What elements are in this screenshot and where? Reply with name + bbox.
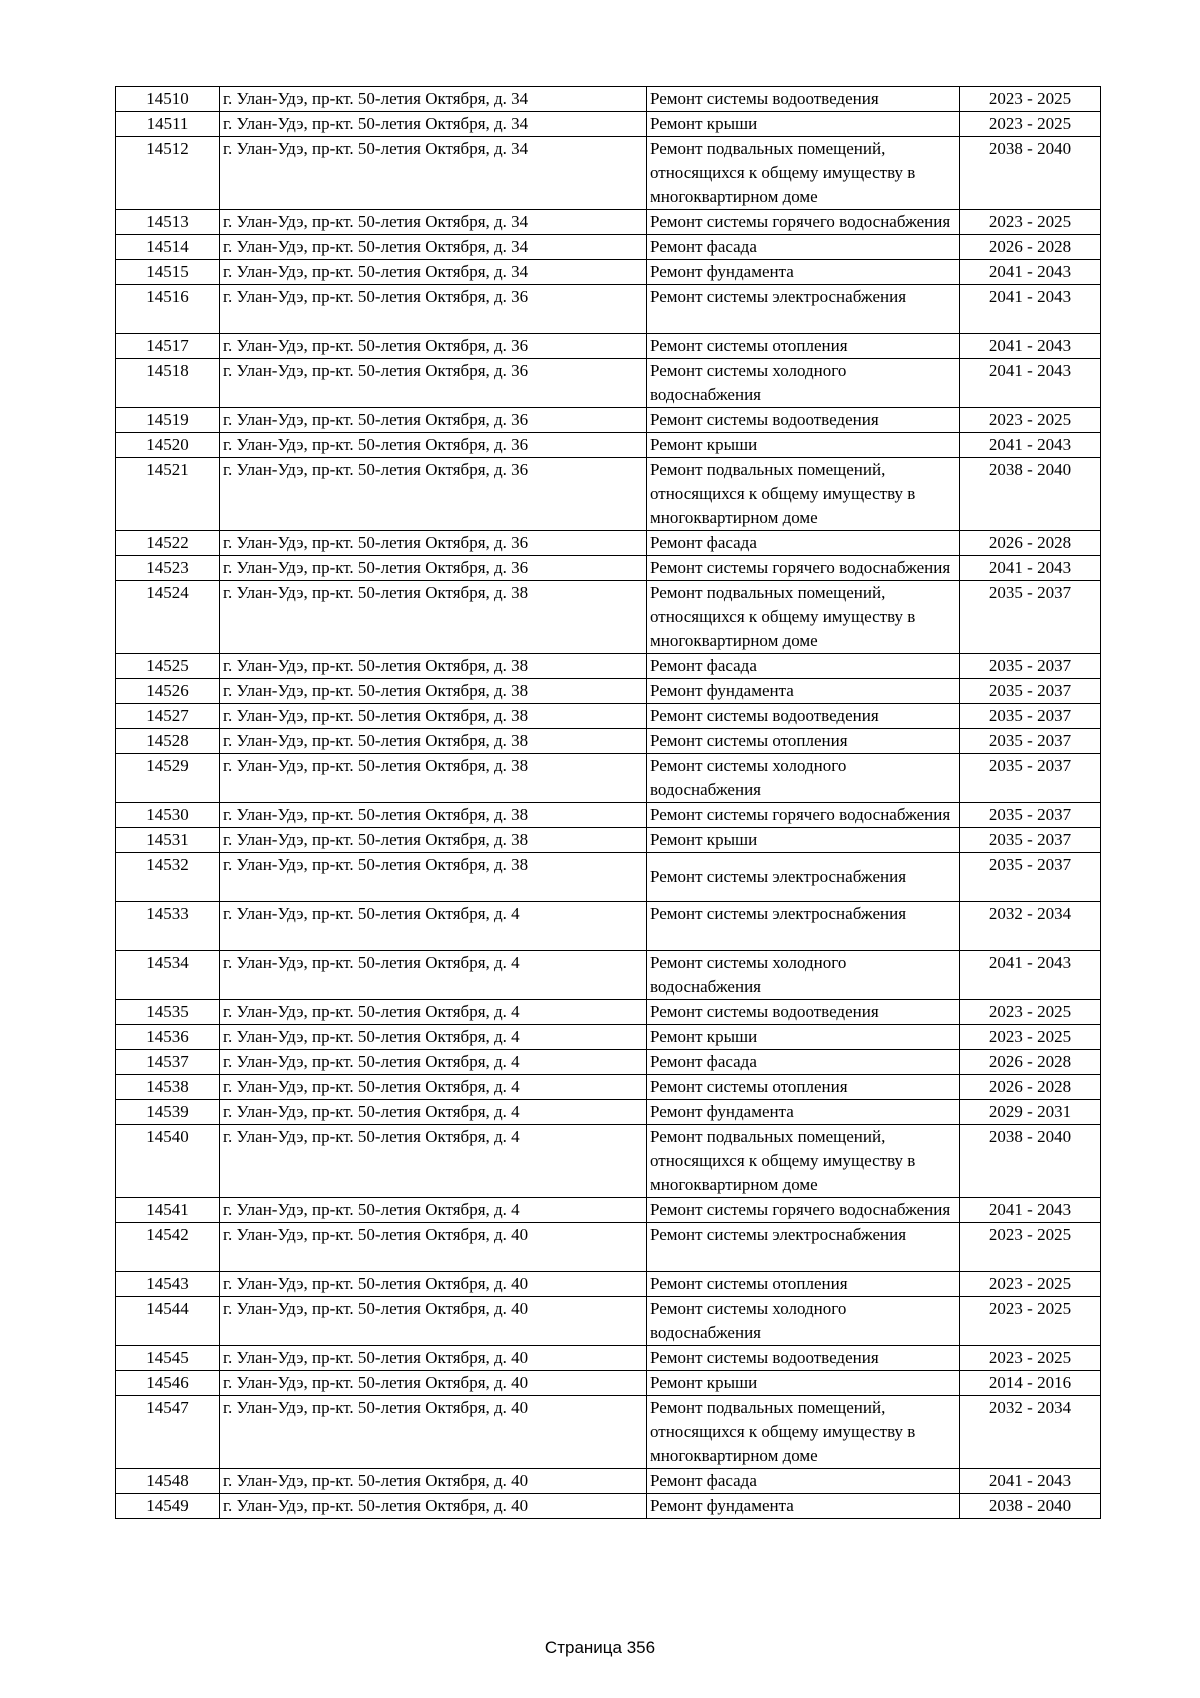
work-type-cell: Ремонт системы холодного водоснабжения bbox=[647, 754, 960, 803]
row-number-cell: 14511 bbox=[116, 112, 220, 137]
work-type-cell: Ремонт подвальных помещений, относящихся к общему имуществу в многоквартирном доме bbox=[647, 458, 960, 531]
address-cell: г. Улан-Удэ, пр-кт. 50-летия Октября, д. 40 bbox=[220, 1272, 647, 1297]
work-type-cell: Ремонт крыши bbox=[647, 828, 960, 853]
table-row bbox=[116, 1396, 1101, 1469]
address-cell: г. Улан-Удэ, пр-кт. 50-летия Октября, д. 4 bbox=[220, 1100, 647, 1125]
address-cell: г. Улан-Удэ, пр-кт. 50-летия Октября, д. 38 bbox=[220, 729, 647, 754]
table-row bbox=[116, 1371, 1101, 1396]
row-number-cell: 14530 bbox=[116, 803, 220, 828]
address-cell: г. Улан-Удэ, пр-кт. 50-летия Октября, д. 40 bbox=[220, 1396, 647, 1469]
address-cell: г. Улан-Удэ, пр-кт. 50-летия Октября, д. 34 bbox=[220, 87, 647, 112]
work-type-cell: Ремонт системы горячего водоснабжения bbox=[647, 803, 960, 828]
address-cell: г. Улан-Удэ, пр-кт. 50-летия Октября, д. 4 bbox=[220, 1000, 647, 1025]
row-number-cell: 14526 bbox=[116, 679, 220, 704]
address-cell: г. Улан-Удэ, пр-кт. 50-летия Октября, д. 38 bbox=[220, 679, 647, 704]
table-row bbox=[116, 754, 1101, 803]
page-number: Страница 356 bbox=[544, 1638, 656, 1657]
row-number-cell: 14515 bbox=[116, 260, 220, 285]
table-row bbox=[116, 112, 1101, 137]
row-number-cell: 14547 bbox=[116, 1396, 220, 1469]
period-cell: 2023 - 2025 bbox=[960, 1025, 1101, 1050]
row-number-cell: 14540 bbox=[116, 1125, 220, 1198]
address-cell: г. Улан-Удэ, пр-кт. 50-летия Октября, д. 4 bbox=[220, 951, 647, 1000]
period-cell: 2035 - 2037 bbox=[960, 729, 1101, 754]
work-type-cell: Ремонт подвальных помещений, относящихся к общему имуществу в многоквартирном доме bbox=[647, 1125, 960, 1198]
period-cell: 2041 - 2043 bbox=[960, 260, 1101, 285]
address-cell: г. Улан-Удэ, пр-кт. 50-летия Октября, д. 36 bbox=[220, 359, 647, 408]
period-cell: 2035 - 2037 bbox=[960, 581, 1101, 654]
row-number-cell: 14523 bbox=[116, 556, 220, 581]
table-row bbox=[116, 1272, 1101, 1297]
period-cell: 2035 - 2037 bbox=[960, 853, 1101, 902]
address-cell: г. Улан-Удэ, пр-кт. 50-летия Октября, д. 36 bbox=[220, 531, 647, 556]
row-number-cell: 14527 bbox=[116, 704, 220, 729]
work-type-cell: Ремонт фундамента bbox=[647, 260, 960, 285]
period-cell: 2029 - 2031 bbox=[960, 1100, 1101, 1125]
work-type-cell: Ремонт системы холодного водоснабжения bbox=[647, 359, 960, 408]
address-cell: г. Улан-Удэ, пр-кт. 50-летия Октября, д. 34 bbox=[220, 210, 647, 235]
table-row bbox=[116, 1050, 1101, 1075]
period-cell: 2041 - 2043 bbox=[960, 951, 1101, 1000]
work-type-cell: Ремонт системы электроснабжения bbox=[647, 902, 960, 951]
address-cell: г. Улан-Удэ, пр-кт. 50-летия Октября, д. 4 bbox=[220, 1050, 647, 1075]
work-type-cell: Ремонт системы отопления bbox=[647, 1075, 960, 1100]
address-cell: г. Улан-Удэ, пр-кт. 50-летия Октября, д. 38 bbox=[220, 581, 647, 654]
address-cell: г. Улан-Удэ, пр-кт. 50-летия Октября, д. 36 bbox=[220, 408, 647, 433]
table-row bbox=[116, 902, 1101, 951]
row-number-cell: 14512 bbox=[116, 137, 220, 210]
address-cell: г. Улан-Удэ, пр-кт. 50-летия Октября, д. 40 bbox=[220, 1223, 647, 1272]
table-row bbox=[116, 458, 1101, 531]
period-cell: 2038 - 2040 bbox=[960, 1125, 1101, 1198]
period-cell: 2023 - 2025 bbox=[960, 1223, 1101, 1272]
period-cell: 2035 - 2037 bbox=[960, 754, 1101, 803]
address-cell: г. Улан-Удэ, пр-кт. 50-летия Октября, д. 40 bbox=[220, 1297, 647, 1346]
address-cell: г. Улан-Удэ, пр-кт. 50-летия Октября, д. 38 bbox=[220, 704, 647, 729]
address-cell: г. Улан-Удэ, пр-кт. 50-летия Октября, д. 40 bbox=[220, 1371, 647, 1396]
row-number-cell: 14537 bbox=[116, 1050, 220, 1075]
period-cell: 2038 - 2040 bbox=[960, 1494, 1101, 1519]
table-row bbox=[116, 828, 1101, 853]
address-cell: г. Улан-Удэ, пр-кт. 50-летия Октября, д. 36 bbox=[220, 334, 647, 359]
period-cell: 2041 - 2043 bbox=[960, 1198, 1101, 1223]
row-number-cell: 14539 bbox=[116, 1100, 220, 1125]
address-cell: г. Улан-Удэ, пр-кт. 50-летия Октября, д. 36 bbox=[220, 433, 647, 458]
work-type-cell: Ремонт системы холодного водоснабжения bbox=[647, 951, 960, 1000]
work-type-cell: Ремонт системы водоотведения bbox=[647, 1346, 960, 1371]
address-cell: г. Улан-Удэ, пр-кт. 50-летия Октября, д. 38 bbox=[220, 853, 647, 902]
address-cell: г. Улан-Удэ, пр-кт. 50-летия Октября, д. 4 bbox=[220, 1125, 647, 1198]
row-number-cell: 14536 bbox=[116, 1025, 220, 1050]
row-number-cell: 14510 bbox=[116, 87, 220, 112]
work-type-cell: Ремонт системы отопления bbox=[647, 334, 960, 359]
period-cell: 2023 - 2025 bbox=[960, 1000, 1101, 1025]
table-row bbox=[116, 1297, 1101, 1346]
row-number-cell: 14525 bbox=[116, 654, 220, 679]
period-cell: 2023 - 2025 bbox=[960, 112, 1101, 137]
table-row bbox=[116, 137, 1101, 210]
table-row bbox=[116, 260, 1101, 285]
address-cell: г. Улан-Удэ, пр-кт. 50-летия Октября, д. 36 bbox=[220, 285, 647, 334]
row-number-cell: 14546 bbox=[116, 1371, 220, 1396]
work-type-cell: Ремонт системы водоотведения bbox=[647, 408, 960, 433]
table-row bbox=[116, 803, 1101, 828]
period-cell: 2023 - 2025 bbox=[960, 408, 1101, 433]
row-number-cell: 14529 bbox=[116, 754, 220, 803]
row-number-cell: 14535 bbox=[116, 1000, 220, 1025]
work-type-cell: Ремонт подвальных помещений, относящихся к общему имуществу в многоквартирном доме bbox=[647, 137, 960, 210]
work-type-cell: Ремонт системы горячего водоснабжения bbox=[647, 556, 960, 581]
work-type-cell: Ремонт системы электроснабжения bbox=[647, 853, 960, 902]
period-cell: 2041 - 2043 bbox=[960, 359, 1101, 408]
work-type-cell: Ремонт системы электроснабжения bbox=[647, 1223, 960, 1272]
address-cell: г. Улан-Удэ, пр-кт. 50-летия Октября, д. 34 bbox=[220, 260, 647, 285]
work-type-cell: Ремонт системы отопления bbox=[647, 729, 960, 754]
period-cell: 2032 - 2034 bbox=[960, 902, 1101, 951]
work-type-cell: Ремонт системы водоотведения bbox=[647, 1000, 960, 1025]
period-cell: 2041 - 2043 bbox=[960, 1469, 1101, 1494]
address-cell: г. Улан-Удэ, пр-кт. 50-летия Октября, д. 4 bbox=[220, 1198, 647, 1223]
row-number-cell: 14534 bbox=[116, 951, 220, 1000]
table-row bbox=[116, 531, 1101, 556]
table-row bbox=[116, 1025, 1101, 1050]
work-type-cell: Ремонт системы горячего водоснабжения bbox=[647, 210, 960, 235]
table-row bbox=[116, 679, 1101, 704]
table-row bbox=[116, 285, 1101, 334]
address-cell: г. Улан-Удэ, пр-кт. 50-летия Октября, д. 38 bbox=[220, 828, 647, 853]
address-cell: г. Улан-Удэ, пр-кт. 50-летия Октября, д. 34 bbox=[220, 235, 647, 260]
table-body bbox=[116, 87, 1101, 1519]
table-row bbox=[116, 359, 1101, 408]
table-row bbox=[116, 1125, 1101, 1198]
row-number-cell: 14533 bbox=[116, 902, 220, 951]
table-row bbox=[116, 729, 1101, 754]
table-row bbox=[116, 581, 1101, 654]
row-number-cell: 14521 bbox=[116, 458, 220, 531]
work-type-cell: Ремонт системы водоотведения bbox=[647, 87, 960, 112]
address-cell: г. Улан-Удэ, пр-кт. 50-летия Октября, д. 38 bbox=[220, 754, 647, 803]
work-type-cell: Ремонт системы водоотведения bbox=[647, 704, 960, 729]
work-type-cell: Ремонт крыши bbox=[647, 433, 960, 458]
address-cell: г. Улан-Удэ, пр-кт. 50-летия Октября, д. 34 bbox=[220, 112, 647, 137]
period-cell: 2035 - 2037 bbox=[960, 679, 1101, 704]
row-number-cell: 14531 bbox=[116, 828, 220, 853]
work-type-cell: Ремонт системы холодного водоснабжения bbox=[647, 1297, 960, 1346]
row-number-cell: 14532 bbox=[116, 853, 220, 902]
row-number-cell: 14516 bbox=[116, 285, 220, 334]
table-row bbox=[116, 334, 1101, 359]
period-cell: 2035 - 2037 bbox=[960, 828, 1101, 853]
period-cell: 2023 - 2025 bbox=[960, 1297, 1101, 1346]
period-cell: 2038 - 2040 bbox=[960, 137, 1101, 210]
row-number-cell: 14544 bbox=[116, 1297, 220, 1346]
address-cell: г. Улан-Удэ, пр-кт. 50-летия Октября, д. 4 bbox=[220, 1075, 647, 1100]
work-type-cell: Ремонт фасада bbox=[647, 654, 960, 679]
repair-schedule-table bbox=[115, 86, 1101, 1519]
work-type-cell: Ремонт системы отопления bbox=[647, 1272, 960, 1297]
table-row bbox=[116, 556, 1101, 581]
work-type-cell: Ремонт фундамента bbox=[647, 679, 960, 704]
table-row bbox=[116, 853, 1101, 902]
period-cell: 2041 - 2043 bbox=[960, 433, 1101, 458]
table-row bbox=[116, 1100, 1101, 1125]
row-number-cell: 14542 bbox=[116, 1223, 220, 1272]
period-cell: 2023 - 2025 bbox=[960, 210, 1101, 235]
address-cell: г. Улан-Удэ, пр-кт. 50-летия Октября, д. 40 bbox=[220, 1494, 647, 1519]
table-row bbox=[116, 1223, 1101, 1272]
period-cell: 2014 - 2016 bbox=[960, 1371, 1101, 1396]
row-number-cell: 14538 bbox=[116, 1075, 220, 1100]
work-type-cell: Ремонт фасада bbox=[647, 531, 960, 556]
period-cell: 2038 - 2040 bbox=[960, 458, 1101, 531]
row-number-cell: 14517 bbox=[116, 334, 220, 359]
address-cell: г. Улан-Удэ, пр-кт. 50-летия Октября, д. 40 bbox=[220, 1346, 647, 1371]
period-cell: 2026 - 2028 bbox=[960, 1050, 1101, 1075]
period-cell: 2026 - 2028 bbox=[960, 1075, 1101, 1100]
address-cell: г. Улан-Удэ, пр-кт. 50-летия Октября, д. 36 bbox=[220, 458, 647, 531]
work-type-cell: Ремонт крыши bbox=[647, 1371, 960, 1396]
work-type-cell: Ремонт фасада bbox=[647, 1469, 960, 1494]
period-cell: 2023 - 2025 bbox=[960, 87, 1101, 112]
table-row bbox=[116, 1198, 1101, 1223]
period-cell: 2023 - 2025 bbox=[960, 1346, 1101, 1371]
work-type-cell: Ремонт фундамента bbox=[647, 1494, 960, 1519]
period-cell: 2041 - 2043 bbox=[960, 556, 1101, 581]
row-number-cell: 14548 bbox=[116, 1469, 220, 1494]
table-row bbox=[116, 951, 1101, 1000]
work-type-cell: Ремонт системы горячего водоснабжения bbox=[647, 1198, 960, 1223]
row-number-cell: 14543 bbox=[116, 1272, 220, 1297]
period-cell: 2026 - 2028 bbox=[960, 531, 1101, 556]
row-number-cell: 14524 bbox=[116, 581, 220, 654]
table-row bbox=[116, 704, 1101, 729]
work-type-cell: Ремонт подвальных помещений, относящихся к общему имуществу в многоквартирном доме bbox=[647, 581, 960, 654]
row-number-cell: 14549 bbox=[116, 1494, 220, 1519]
table-row bbox=[116, 1469, 1101, 1494]
work-type-cell: Ремонт системы электроснабжения bbox=[647, 285, 960, 334]
row-number-cell: 14518 bbox=[116, 359, 220, 408]
row-number-cell: 14514 bbox=[116, 235, 220, 260]
period-cell: 2041 - 2043 bbox=[960, 285, 1101, 334]
work-type-cell: Ремонт подвальных помещений, относящихся к общему имуществу в многоквартирном доме bbox=[647, 1396, 960, 1469]
work-type-cell: Ремонт фундамента bbox=[647, 1100, 960, 1125]
table-row bbox=[116, 1000, 1101, 1025]
table-row bbox=[116, 210, 1101, 235]
period-cell: 2032 - 2034 bbox=[960, 1396, 1101, 1469]
table-row bbox=[116, 235, 1101, 260]
row-number-cell: 14528 bbox=[116, 729, 220, 754]
table-row bbox=[116, 408, 1101, 433]
work-type-cell: Ремонт фасада bbox=[647, 235, 960, 260]
table-row bbox=[116, 433, 1101, 458]
address-cell: г. Улан-Удэ, пр-кт. 50-летия Октября, д. 36 bbox=[220, 556, 647, 581]
table-row bbox=[116, 87, 1101, 112]
work-type-cell: Ремонт фасада bbox=[647, 1050, 960, 1075]
table-row bbox=[116, 1346, 1101, 1371]
row-number-cell: 14545 bbox=[116, 1346, 220, 1371]
row-number-cell: 14520 bbox=[116, 433, 220, 458]
row-number-cell: 14513 bbox=[116, 210, 220, 235]
work-type-cell: Ремонт крыши bbox=[647, 112, 960, 137]
address-cell: г. Улан-Удэ, пр-кт. 50-летия Октября, д. 38 bbox=[220, 803, 647, 828]
period-cell: 2026 - 2028 bbox=[960, 235, 1101, 260]
table-row bbox=[116, 1075, 1101, 1100]
address-cell: г. Улан-Удэ, пр-кт. 50-летия Октября, д. 40 bbox=[220, 1469, 647, 1494]
address-cell: г. Улан-Удэ, пр-кт. 50-летия Октября, д. 38 bbox=[220, 654, 647, 679]
work-type-cell: Ремонт крыши bbox=[647, 1025, 960, 1050]
period-cell: 2023 - 2025 bbox=[960, 1272, 1101, 1297]
table-row bbox=[116, 654, 1101, 679]
address-cell: г. Улан-Удэ, пр-кт. 50-летия Октября, д. 4 bbox=[220, 1025, 647, 1050]
period-cell: 2041 - 2043 bbox=[960, 334, 1101, 359]
address-cell: г. Улан-Удэ, пр-кт. 50-летия Октября, д. 4 bbox=[220, 902, 647, 951]
table-row bbox=[116, 1494, 1101, 1519]
period-cell: 2035 - 2037 bbox=[960, 704, 1101, 729]
period-cell: 2035 - 2037 bbox=[960, 654, 1101, 679]
row-number-cell: 14522 bbox=[116, 531, 220, 556]
row-number-cell: 14519 bbox=[116, 408, 220, 433]
address-cell: г. Улан-Удэ, пр-кт. 50-летия Октября, д. 34 bbox=[220, 137, 647, 210]
row-number-cell: 14541 bbox=[116, 1198, 220, 1223]
period-cell: 2035 - 2037 bbox=[960, 803, 1101, 828]
